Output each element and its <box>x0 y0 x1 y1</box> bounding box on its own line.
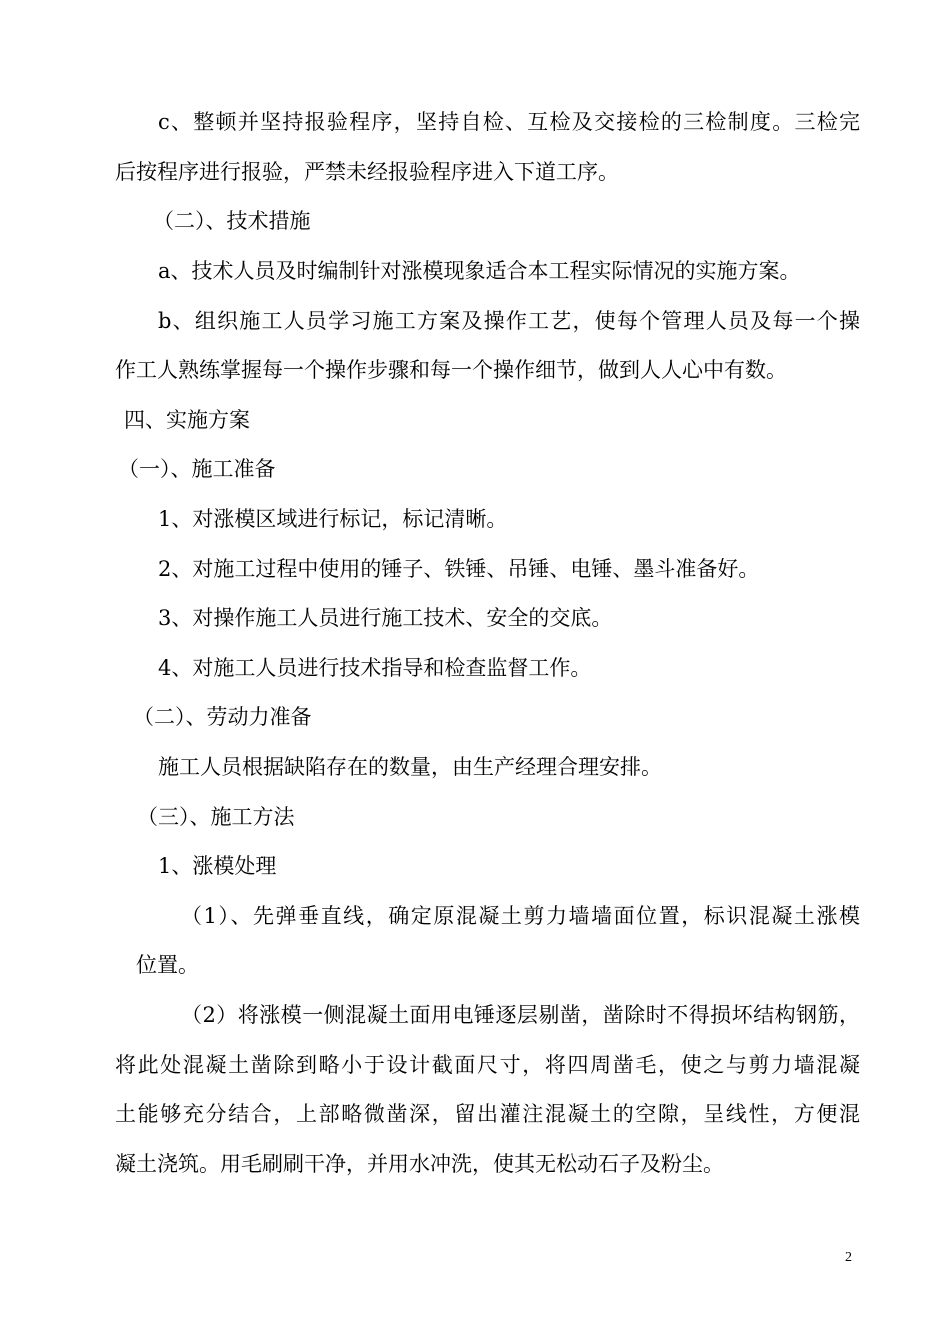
list-item: 3、对操作施工人员进行施工技术、安全的交底。 <box>158 606 613 630</box>
list-item: 1、对涨模区域进行标记，标记清晰。 <box>158 507 508 531</box>
paragraph-line: 土能够充分结合，上部略微凿深，留出灌注混凝土的空隙，呈线性，方便混 <box>115 1102 860 1126</box>
list-item: 2、对施工过程中使用的锤子、铁锤、吊锤、电锤、墨斗准备好。 <box>158 557 760 581</box>
chapter-heading: 四、实施方案 <box>124 408 250 432</box>
page-number: 2 <box>845 1250 852 1265</box>
paragraph-line: 将此处混凝土凿除到略小于设计截面尺寸，将四周凿毛，使之与剪力墙混凝 <box>115 1053 860 1077</box>
paragraph-line: c、整顿并坚持报验程序，坚持自检、互检及交接检的三检制度。三检完 <box>158 110 860 134</box>
list-item: 4、对施工人员进行技术指导和检查监督工作。 <box>158 656 592 680</box>
section-heading: （二）、技术措施 <box>153 209 311 233</box>
paragraph-line: 凝土浇筑。用毛刷刷干净，并用水冲洗，使其无松动石子及粉尘。 <box>115 1152 724 1176</box>
paragraph-line: 作工人熟练掌握每一个操作步骤和每一个操作细节，做到人人心中有数。 <box>115 358 787 382</box>
section-heading: （二）、劳动力准备 <box>133 705 312 729</box>
paragraph-line: 后按程序进行报验，严禁未经报验程序进入下道工序。 <box>115 160 619 184</box>
paragraph-line: 施工人员根据缺陷存在的数量，由生产经理合理安排。 <box>158 755 662 779</box>
paragraph-line: b、组织施工人员学习施工方案及操作工艺，使每个管理人员及每一个操 <box>158 309 860 333</box>
section-heading: （一）、施工准备 <box>118 457 276 481</box>
paragraph-line: a、技术人员及时编制针对涨模现象适合本工程实际情况的实施方案。 <box>158 259 801 283</box>
paragraph-line: 位置。 <box>136 953 199 977</box>
paragraph-line: （2）将涨模一侧混凝土面用电锤逐层剔凿，凿除时不得损坏结构钢筋， <box>181 1003 860 1027</box>
subsection-heading: 1、涨模处理 <box>158 854 277 878</box>
section-heading: （三）、施工方法 <box>137 805 295 829</box>
paragraph-line: （1）、先弹垂直线，确定原混凝土剪力墙墙面位置，标识混凝土涨模 <box>181 904 860 928</box>
